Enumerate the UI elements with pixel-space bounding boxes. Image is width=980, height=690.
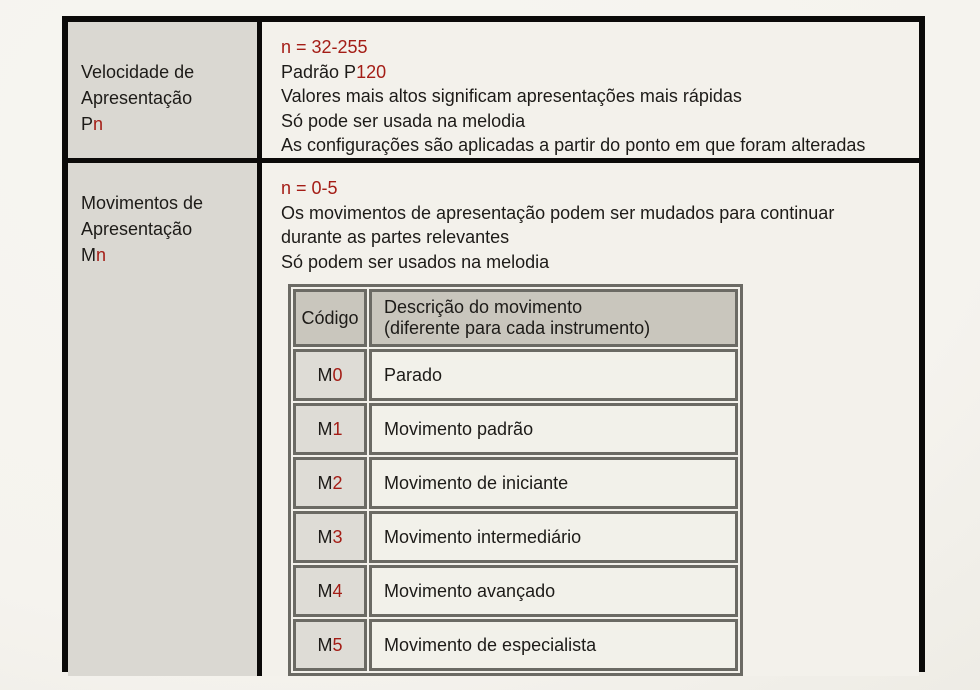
term-cell-movimentos [68,163,262,676]
detail-line [281,35,913,60]
table-row [293,619,738,671]
table-header-row [293,289,738,347]
detail-line [281,133,913,158]
detail-line [281,60,913,85]
movement-description: Movimento de especialista [369,619,738,671]
detail-text: durante as partes relevantes [281,227,510,247]
desc-cell-velocidade [262,22,919,163]
movement-code: M2 [293,457,367,509]
detail-line [281,176,913,201]
movement-description: Movimento avançado [369,565,738,617]
table-row [293,403,738,455]
term-cell-velocidade [68,22,262,163]
header-descricao: Descrição do movimento (diferente para cada instrumento) [369,289,738,347]
term-code-prefix: M [81,245,96,265]
movement-code: M4 [293,565,367,617]
detail-value: n = 32-255 [281,37,368,57]
term-code-param: n [96,245,107,265]
movement-code: M1 [293,403,367,455]
detail-line [281,109,913,134]
term-line: Movimentos de [81,193,204,213]
term-code-prefix: P [81,114,94,134]
term-code-param: n [93,114,104,134]
table-row [293,349,738,401]
detail-value: 120 [356,61,387,82]
detail-text: Os movimentos de apresentação podem ser mudados para continuar [281,202,835,223]
table-row [293,511,738,563]
reference-table [62,16,925,672]
detail-text: Valores mais altos significam apresentações mais rápidas [281,86,742,106]
movement-description: Movimento de iniciante [369,457,738,509]
detail-line [281,250,913,275]
term-line: Apresentação [81,88,193,108]
table-row [293,565,738,617]
header-codigo: Código [293,289,367,347]
term-line: Velocidade de [81,62,195,82]
detail-text: Só pode ser usada na melodia [281,110,526,131]
movement-code-table [288,284,743,676]
term-line: Apresentação [81,219,193,239]
detail-text: Só podem ser usados na melodia [281,251,550,272]
movement-description: Movimento intermediário [369,511,738,563]
detail-line [281,201,913,226]
detail-line [281,225,913,250]
movement-description: Parado [369,349,738,401]
movement-description: Movimento padrão [369,403,738,455]
movement-code: M5 [293,619,367,671]
term-code [81,242,251,268]
table-row [293,457,738,509]
detail-line [281,84,913,109]
movement-code: M3 [293,511,367,563]
detail-value: n = 0-5 [281,178,338,198]
term-code [81,111,251,137]
detail-text: As configurações são aplicadas a partir do ponto em que foram alteradas [281,135,866,155]
detail-text: Padrão P [281,61,357,82]
movement-code: M0 [293,349,367,401]
desc-cell-movimentos [262,163,919,676]
